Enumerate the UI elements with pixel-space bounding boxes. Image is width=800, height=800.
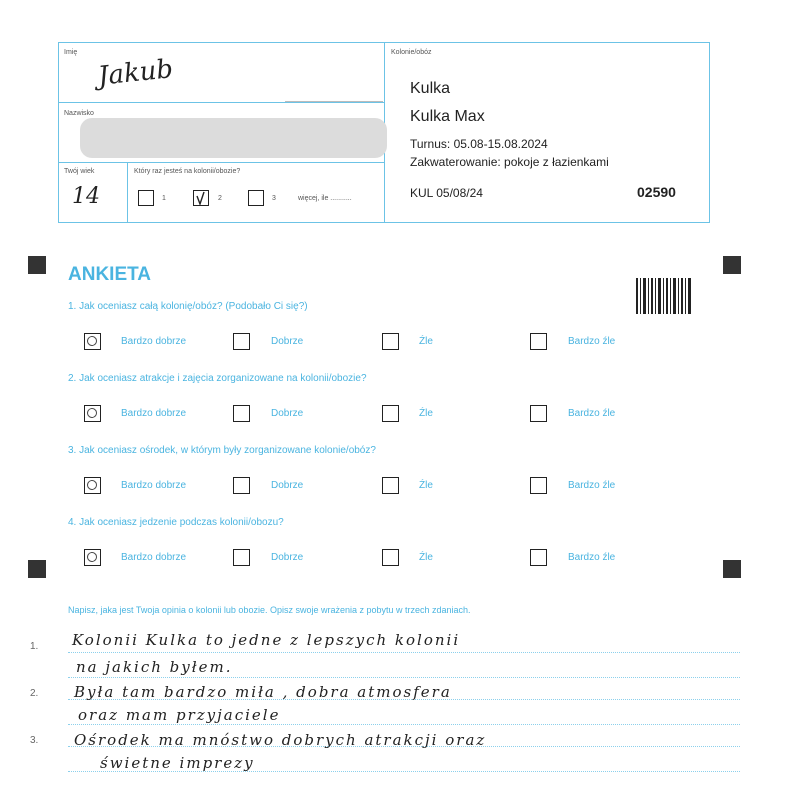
handwritten-line-3: Była tam bardzo miła , dobra atmosfera bbox=[74, 683, 452, 701]
q3-label-zle: Źle bbox=[419, 480, 433, 491]
camp-code: KUL 05/08/24 bbox=[410, 186, 483, 200]
q2-option-dobrze[interactable] bbox=[233, 405, 250, 422]
handwritten-line-6: świetne imprezy bbox=[100, 754, 255, 772]
wiek-value: 14 bbox=[72, 184, 100, 209]
question-4: 4. Jak oceniasz jedzenie podczas kolonii/obozu? bbox=[68, 517, 284, 528]
row-divider-2 bbox=[58, 162, 384, 163]
q1-label-bardzo-zle: Bardzo źle bbox=[568, 336, 616, 347]
times-checkbox-2[interactable] bbox=[193, 190, 209, 206]
nazwisko-redacted bbox=[80, 118, 387, 158]
q1-label-zle: Źle bbox=[419, 336, 433, 347]
imie-underline bbox=[285, 101, 383, 102]
q4-option-bardzo-zle[interactable] bbox=[530, 549, 547, 566]
writing-line bbox=[68, 677, 740, 678]
q4-label-bardzo-zle: Bardzo źle bbox=[568, 552, 616, 563]
camp-full-name: Kulka Max bbox=[410, 108, 485, 125]
times-option-more: więcej, ile ........... bbox=[298, 195, 352, 202]
q3-label-bardzo-zle: Bardzo źle bbox=[568, 480, 616, 491]
q1-option-bardzo-dobrze[interactable] bbox=[84, 333, 101, 350]
times-label: Który raz jesteś na kolonii/obozie? bbox=[134, 168, 241, 175]
writing-line bbox=[68, 724, 740, 725]
q3-option-dobrze[interactable] bbox=[233, 477, 250, 494]
times-checkbox-3[interactable] bbox=[248, 190, 264, 206]
question-2: 2. Jak oceniasz atrakcje i zajęcia zorganizowane na kolonii/obozie? bbox=[68, 373, 367, 384]
question-1: 1. Jak oceniasz całą kolonię/obóz? (Podobało Ci się?) bbox=[68, 301, 308, 312]
q3-option-zle[interactable] bbox=[382, 477, 399, 494]
registration-mark-bottom-left bbox=[28, 560, 46, 578]
nazwisko-label: Nazwisko bbox=[64, 110, 94, 117]
q2-option-zle[interactable] bbox=[382, 405, 399, 422]
registration-mark-top-left bbox=[28, 256, 46, 274]
q1-option-dobrze[interactable] bbox=[233, 333, 250, 350]
question-3: 3. Jak oceniasz ośrodek, w którym były zorganizowane kolonie/obóz? bbox=[68, 445, 376, 456]
handwritten-line-4: oraz mam przyjaciele bbox=[78, 706, 281, 724]
kolonie-label: Kolonie/obóz bbox=[391, 49, 432, 56]
q4-label-zle: Źle bbox=[419, 552, 433, 563]
q2-label-dobrze: Dobrze bbox=[271, 408, 304, 419]
q2-option-bardzo-dobrze[interactable] bbox=[84, 405, 101, 422]
q3-label-dobrze: Dobrze bbox=[271, 480, 304, 491]
form-number: 02590 bbox=[637, 184, 676, 200]
q2-label-zle: Źle bbox=[419, 408, 433, 419]
q3-label-bardzo-dobrze: Bardzo dobrze bbox=[121, 480, 187, 491]
line-number-2: 2. bbox=[30, 688, 39, 699]
line-number-3: 3. bbox=[30, 735, 39, 746]
q4-label-dobrze: Dobrze bbox=[271, 552, 304, 563]
camp-name: Kulka bbox=[410, 80, 451, 97]
times-option-3: 3 bbox=[272, 195, 276, 202]
q3-option-bardzo-dobrze[interactable] bbox=[84, 477, 101, 494]
q4-label-bardzo-dobrze: Bardzo dobrze bbox=[121, 552, 187, 563]
q1-option-bardzo-zle[interactable] bbox=[530, 333, 547, 350]
registration-mark-top-right bbox=[723, 256, 741, 274]
writing-line bbox=[68, 652, 740, 653]
turnus: Turnus: 05.08-15.08.2024 bbox=[410, 137, 548, 151]
line-number-1: 1. bbox=[30, 641, 39, 652]
q4-option-bardzo-dobrze[interactable] bbox=[84, 549, 101, 566]
times-checkbox-1[interactable] bbox=[138, 190, 154, 206]
registration-mark-bottom-right bbox=[723, 560, 741, 578]
times-option-2: 2 bbox=[218, 195, 222, 202]
handwritten-line-5: Ośrodek ma mnóstwo dobrych atrakcji oraz bbox=[74, 731, 487, 749]
q2-option-bardzo-zle[interactable] bbox=[530, 405, 547, 422]
imie-label: Imię bbox=[64, 49, 78, 56]
opinion-prompt: Napisz, jaka jest Twoja opinia o kolonii lub obozie. Opisz swoje wrażenia z pobytu w trzech zdaniach. bbox=[68, 605, 471, 615]
row-divider-1 bbox=[58, 102, 384, 103]
checkmark-icon bbox=[194, 191, 208, 205]
q4-option-zle[interactable] bbox=[382, 549, 399, 566]
q3-option-bardzo-zle[interactable] bbox=[530, 477, 547, 494]
survey-title: ANKIETA bbox=[68, 264, 152, 285]
q2-label-bardzo-zle: Bardzo źle bbox=[568, 408, 616, 419]
q4-option-dobrze[interactable] bbox=[233, 549, 250, 566]
age-divider bbox=[127, 162, 128, 223]
q2-label-bardzo-dobrze: Bardzo dobrze bbox=[121, 408, 187, 419]
q1-option-zle[interactable] bbox=[382, 333, 399, 350]
handwritten-line-2: na jakich byłem. bbox=[76, 658, 233, 676]
imie-value: Jakub bbox=[96, 54, 175, 92]
q1-label-dobrze: Dobrze bbox=[271, 336, 304, 347]
zakwaterowanie: Zakwaterowanie: pokoje z łazienkami bbox=[410, 155, 609, 169]
barcode-icon bbox=[636, 278, 691, 314]
times-option-1: 1 bbox=[162, 195, 166, 202]
q1-label-bardzo-dobrze: Bardzo dobrze bbox=[121, 336, 187, 347]
wiek-label: Twój wiek bbox=[64, 168, 95, 175]
handwritten-line-1: Kolonii Kulka to jedne z lepszych kolonii bbox=[72, 631, 461, 649]
